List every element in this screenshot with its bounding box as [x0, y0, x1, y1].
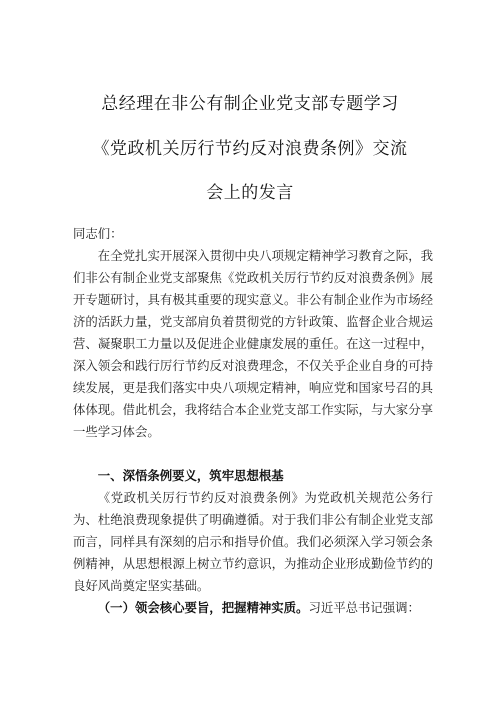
subsection-1-lead: （一）领会核心要旨，把握精神实质。: [97, 600, 309, 615]
document-title-line-2: 《党政机关厉行节约反对浪费条例》交流: [92, 139, 408, 159]
document-title-line-3: 会上的发言: [206, 183, 294, 203]
paragraph-subsection-1: [73, 597, 433, 619]
paragraph-intro: 在全党扎实开展深入贯彻中央八项规定精神学习教育之际，我们非公有制企业党支部聚焦《党政机关厉行节约反对浪费条例》展开专题研讨，具有极其重要的现实意义。非公有制企业作为市场经济的活跃力量，党支部肩负着贯彻党的方针政策、监督企业合规运营、凝聚职工力量以及促进企业健康发展的重任。在这一过程中，深入领会和践行厉行节约反对浪费理念，不仅关乎企业自身的可持续发展，更是我们落实中央八项规定精神，响应党和国家号召的具体体现。借此机会，我将结合本企业党支部工作实际，与大家分享一些学习体会。: [73, 248, 433, 439]
document-title-line-1: 总经理在非公有制企业党支部专题学习: [101, 94, 399, 114]
paragraph-section-1: 《党政机关厉行节约反对浪费条例》为党政机关规范公务行为、杜绝浪费现象提供了明确遵循。对于我们非公有制企业党支部而言，同样具有深刻的启示和指导价值。我们必须深入学习领会条例精神，从思想根源上树立节约意识，为推动企业形成勤俭节约的良好风尚奠定坚实基础。: [73, 490, 433, 593]
subsection-1-text: 习近平总书记强调：: [308, 600, 420, 615]
salutation: 同志们：: [73, 226, 123, 241]
section-heading-1: 一、深悟条例要义，筑牢思想根基: [97, 468, 284, 483]
